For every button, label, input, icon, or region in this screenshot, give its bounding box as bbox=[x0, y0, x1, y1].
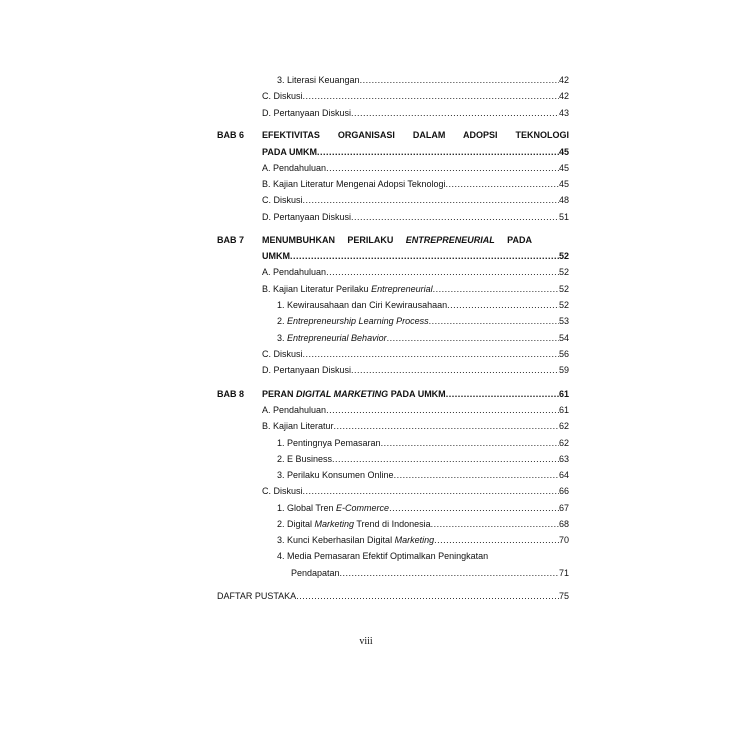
chapter-title bbox=[262, 234, 532, 247]
leader-dots bbox=[303, 485, 559, 498]
page-number: viii bbox=[359, 636, 373, 647]
toc-page-number: 45 bbox=[558, 147, 569, 157]
toc-entry-title: 3. Literasi Keuangan bbox=[277, 75, 360, 85]
toc-page-number: 56 bbox=[558, 349, 569, 359]
toc-entry-title-italic: Marketing bbox=[394, 535, 435, 545]
toc-entry-title-italic: E-Commerce bbox=[336, 503, 390, 513]
toc-entry-title: 1. Kewirausahaan dan Ciri Kewirausahaan bbox=[277, 300, 448, 310]
chapter-title-part: PADA UMKM bbox=[388, 389, 446, 399]
chapter-title-italic: ENTREPRENEURIAL bbox=[405, 235, 495, 245]
leader-dots bbox=[332, 453, 559, 466]
chapter-title-part: PADA bbox=[494, 235, 532, 245]
toc-entry-title-cont: Pendapatan bbox=[291, 568, 340, 578]
toc-entry-title bbox=[262, 283, 433, 296]
toc-entry bbox=[262, 194, 569, 207]
toc-entry bbox=[262, 283, 569, 296]
toc-page-number: 62 bbox=[558, 438, 569, 448]
leader-dots bbox=[334, 420, 559, 433]
toc-entry-title: A. Pendahuluan bbox=[262, 405, 327, 415]
leader-dots bbox=[387, 332, 559, 345]
toc-entry-title: A. Pendahuluan bbox=[262, 163, 327, 173]
toc-page-number: 61 bbox=[558, 389, 569, 399]
toc-page-number: 52 bbox=[558, 267, 569, 277]
toc-entry bbox=[262, 420, 569, 433]
leader-dots bbox=[317, 146, 559, 159]
toc-page-number: 51 bbox=[558, 212, 569, 222]
toc-entry-title: 2. E Business bbox=[277, 454, 333, 464]
toc-entry bbox=[262, 211, 569, 224]
leader-dots bbox=[433, 283, 559, 296]
leader-dots bbox=[303, 348, 559, 361]
toc-entry bbox=[262, 146, 569, 159]
toc-entry-title bbox=[277, 315, 429, 328]
chapter-title bbox=[262, 388, 446, 401]
toc-entry-title: C. Diskusi bbox=[262, 349, 303, 359]
chapter-label: BAB 7 bbox=[217, 235, 245, 245]
toc-page-number: 64 bbox=[558, 470, 569, 480]
toc-entry-title-italic: Marketing bbox=[314, 519, 355, 529]
toc-entry bbox=[277, 299, 569, 312]
toc-entry-title-part: 1. Global Tren bbox=[277, 503, 337, 513]
toc-page-number: 52 bbox=[558, 284, 569, 294]
leader-dots bbox=[340, 567, 559, 580]
toc-entry bbox=[262, 178, 569, 191]
toc-entry-title-part: 2. Digital bbox=[277, 519, 315, 529]
toc-entry-title bbox=[277, 502, 389, 515]
toc-entry-title: A. Pendahuluan bbox=[262, 267, 327, 277]
chapter-title-cont: PADA UMKM bbox=[262, 147, 317, 157]
toc-entry-title: B. Kajian Literatur bbox=[262, 421, 334, 431]
toc-page-number: 62 bbox=[558, 421, 569, 431]
leader-dots bbox=[290, 250, 559, 263]
leader-dots bbox=[303, 194, 559, 207]
toc-entry bbox=[262, 485, 569, 498]
toc-page-number: 54 bbox=[558, 333, 569, 343]
leader-dots bbox=[429, 315, 559, 328]
toc-page-number: 63 bbox=[558, 454, 569, 464]
leader-dots bbox=[296, 590, 559, 603]
toc-page-number: 48 bbox=[558, 195, 569, 205]
toc-page-number: 61 bbox=[558, 405, 569, 415]
toc-entry bbox=[277, 453, 569, 466]
leader-dots bbox=[389, 502, 559, 515]
toc-entry bbox=[277, 74, 569, 87]
bibliography-title: DAFTAR PUSTAKA bbox=[217, 591, 297, 601]
toc-entry-title: C. Diskusi bbox=[262, 91, 303, 101]
toc-entry bbox=[262, 348, 569, 361]
leader-dots bbox=[351, 107, 559, 120]
toc-entry-title: D. Pertanyaan Diskusi bbox=[262, 212, 352, 222]
toc-page-number: 59 bbox=[558, 365, 569, 375]
toc-entry bbox=[262, 388, 569, 401]
toc-entry-title-italic: Entrepreneurial Behavior bbox=[287, 333, 387, 343]
chapter-label: BAB 6 bbox=[217, 130, 245, 140]
leader-dots bbox=[434, 534, 559, 547]
leader-dots bbox=[326, 266, 559, 279]
leader-dots bbox=[351, 364, 559, 377]
toc-page-number: 45 bbox=[558, 163, 569, 173]
chapter-title-part: MENUMBUHKAN PERILAKU bbox=[262, 235, 406, 245]
leader-dots bbox=[326, 404, 559, 417]
toc-entry bbox=[277, 518, 569, 531]
toc-entry-number: 3. bbox=[277, 333, 288, 343]
toc-entry bbox=[277, 315, 569, 328]
toc-page-number: 68 bbox=[558, 519, 569, 529]
leader-dots bbox=[431, 518, 559, 531]
toc-entry-title bbox=[277, 534, 434, 547]
toc-entry-title: C. Diskusi bbox=[262, 486, 303, 496]
chapter-title-italic: DIGITAL MARKETING bbox=[296, 389, 389, 399]
chapter-title-cont: UMKM bbox=[262, 251, 290, 261]
toc-entry bbox=[277, 332, 569, 345]
toc-page-number: 43 bbox=[558, 108, 569, 118]
toc-entry-title: 4. Media Pemasaran Efektif Optimalkan Peningkatan bbox=[277, 551, 489, 561]
toc-entry bbox=[262, 266, 569, 279]
toc-page-number: 52 bbox=[558, 251, 569, 261]
toc-page-number: 53 bbox=[558, 316, 569, 326]
toc-entry bbox=[277, 469, 569, 482]
toc-entry-title bbox=[277, 332, 387, 345]
toc-entry-title: D. Pertanyaan Diskusi bbox=[262, 365, 352, 375]
leader-dots bbox=[303, 90, 559, 103]
toc-entry bbox=[217, 590, 569, 603]
leader-dots bbox=[381, 437, 559, 450]
leader-dots bbox=[446, 388, 559, 401]
toc-entry-title bbox=[277, 518, 431, 531]
leader-dots bbox=[447, 299, 559, 312]
toc-entry bbox=[262, 364, 569, 377]
leader-dots bbox=[351, 211, 559, 224]
toc-entry-title-italic: Entrepreneurial bbox=[371, 284, 433, 294]
leader-dots bbox=[445, 178, 559, 191]
toc-entry bbox=[277, 534, 569, 547]
toc-entry bbox=[262, 107, 569, 120]
toc-page-number: 52 bbox=[558, 300, 569, 310]
toc-page-number: 42 bbox=[558, 75, 569, 85]
toc-entry-title-part: 3. Kunci Keberhasilan Digital bbox=[277, 535, 395, 545]
toc-page-number: 66 bbox=[558, 486, 569, 496]
toc-entry bbox=[262, 162, 569, 175]
toc-entry-title-italic: Entrepreneurship Learning Process bbox=[287, 316, 429, 326]
toc-page-number: 75 bbox=[558, 591, 569, 601]
toc-page-number: 71 bbox=[558, 568, 569, 578]
leader-dots bbox=[326, 162, 559, 175]
toc-entry bbox=[262, 90, 569, 103]
toc-page-number: 70 bbox=[558, 535, 569, 545]
chapter-label: BAB 8 bbox=[217, 389, 245, 399]
toc-entry-title: 1. Pentingnya Pemasaran bbox=[277, 438, 381, 448]
toc-entry bbox=[262, 250, 569, 263]
toc-entry-title: 3. Perilaku Konsumen Online bbox=[277, 470, 394, 480]
toc-entry bbox=[262, 404, 569, 417]
chapter-title-part: PERAN bbox=[262, 389, 297, 399]
toc-entry bbox=[291, 567, 569, 580]
leader-dots bbox=[394, 469, 559, 482]
toc-entry-title-part: B. Kajian Literatur Perilaku bbox=[262, 284, 372, 294]
toc-entry bbox=[277, 437, 569, 450]
toc-entry-title: C. Diskusi bbox=[262, 195, 303, 205]
chapter-title: EFEKTIVITAS ORGANISASI DALAM ADOPSI TEKNOLOGI bbox=[262, 130, 569, 140]
toc-entry-title-part: Trend di Indonesia bbox=[354, 519, 431, 529]
toc-entry-number: 2. bbox=[277, 316, 288, 326]
toc-page-number: 45 bbox=[558, 179, 569, 189]
toc-entry-title: B. Kajian Literatur Mengenai Adopsi Teknologi bbox=[262, 179, 446, 189]
toc-page-number: 42 bbox=[558, 91, 569, 101]
toc-entry-title: D. Pertanyaan Diskusi bbox=[262, 108, 352, 118]
leader-dots bbox=[360, 74, 559, 87]
toc-page-number: 67 bbox=[558, 503, 569, 513]
toc-entry bbox=[277, 502, 569, 515]
